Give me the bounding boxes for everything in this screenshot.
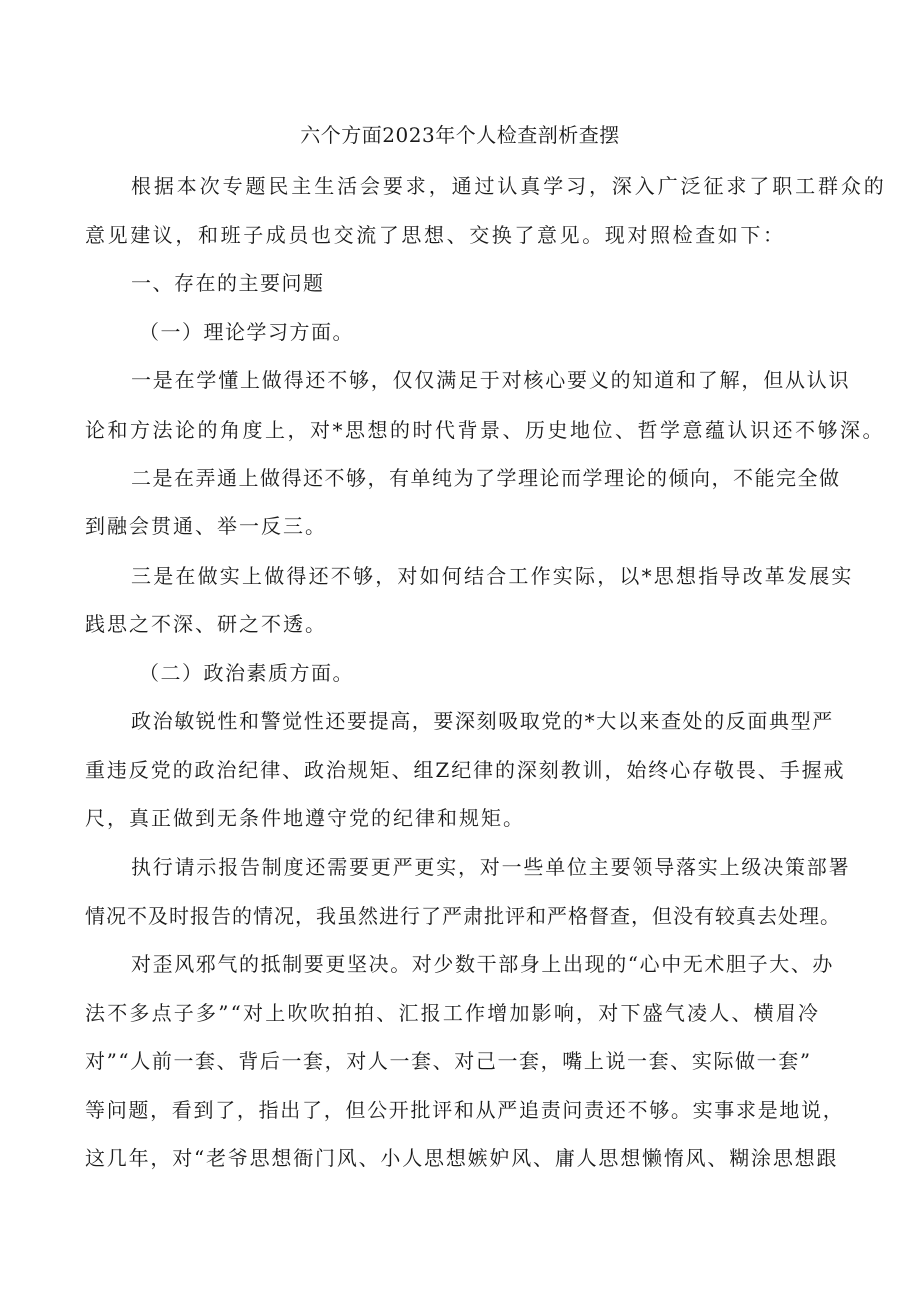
paragraph-line: 法不多点子多”“对上吹吹拍拍、汇报工作增加影响，对下盛气凌人、横眉冷 — [85, 1001, 821, 1025]
paragraph-line: 根据本次专题民主生活会要求，通过认真学习，深入广泛征求了职工群众的 — [131, 174, 887, 198]
paragraph-line: 对歪风邪气的抵制要更坚决。对少数干部身上出现的“心中无术胆子大、办 — [131, 952, 835, 976]
section-heading: 一、存在的主要问题 — [131, 271, 325, 295]
paragraph-line: 践思之不深、研之不透。 — [85, 612, 327, 636]
paragraph-line: 论和方法论的角度上，对*思想的时代背景、历史地位、哲学意蕴认识还不够深。 — [85, 418, 885, 442]
paragraph-line: 一是在学懂上做得还不够，仅仅满足于对核心要义的知道和了解，但从认识 — [131, 368, 851, 392]
paragraph-line: 尺，真正做到无条件地遵守党的纪律和规矩。 — [85, 806, 525, 830]
paragraph-line: 等问题，看到了，指出了，但公开批评和从严追责问责还不够。实事求是地说， — [85, 1098, 845, 1122]
paragraph-line: 二是在弄通上做得还不够，有单纯为了学理论而学理论的倾向，不能完全做 — [131, 466, 841, 490]
paragraph-line: 这几年，对“老爷思想衙门风、小人思想嫉妒风、庸人思想懒惰风、糊涂思想跟 — [85, 1146, 839, 1170]
paragraph-line: 执行请示报告制度还需要更严更实，对一些单位主要领导落实上级决策部署 — [131, 855, 851, 879]
paragraph-line: 意见建议，和班子成员也交流了思想、交换了意见。现对照检查如下： — [85, 223, 786, 247]
paragraph-line: 政治敏锐性和警觉性还要提高，要深刻吸取党的*大以来查处的反面典型严 — [131, 709, 834, 733]
paragraph-line: 对”“人前一套、背后一套，对人一套、对己一套，嘴上说一套、实际做一套” — [85, 1049, 812, 1073]
paragraph-line: 重违反党的政治纪律、政治规矩、组Z纪律的深刻教训，始终心存敬畏、手握戒 — [85, 758, 846, 782]
document-title: 六个方面2023年个人检查剖析查摆 — [300, 123, 620, 147]
subsection-heading: （一）理论学习方面。 — [139, 320, 354, 344]
paragraph-line: 三是在做实上做得还不够，对如何结合工作实际，以*思想指导改革发展实 — [131, 564, 854, 588]
paragraph-line: 到融会贯通、举一反三。 — [85, 514, 327, 538]
paragraph-line: 情况不及时报告的情况，我虽然进行了严肃批评和严格督查，但没有较真去处理。 — [85, 904, 841, 928]
subsection-heading: （二）政治素质方面。 — [139, 661, 354, 685]
